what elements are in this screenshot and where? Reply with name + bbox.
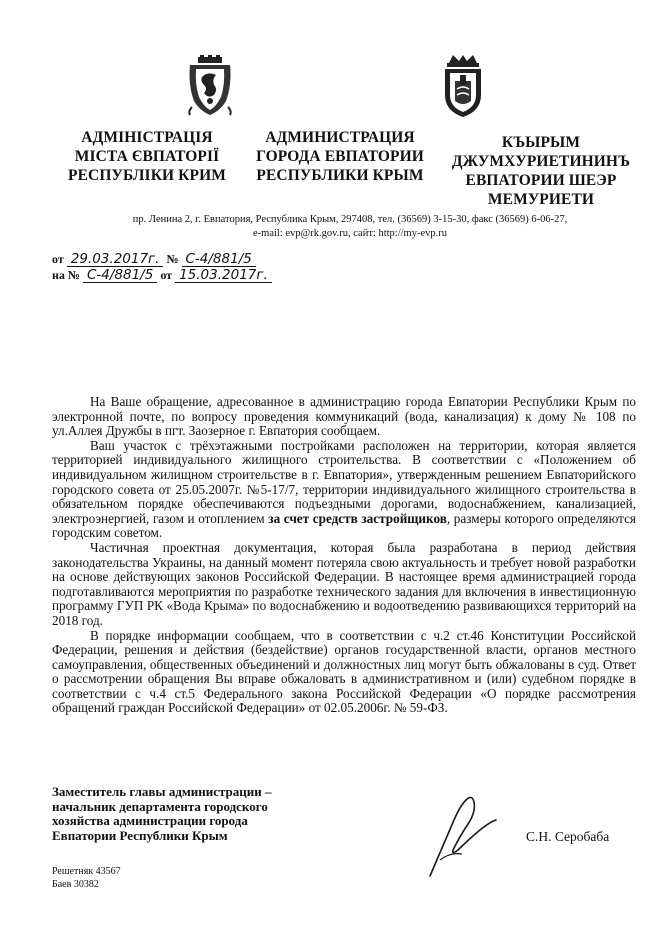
header-line: МІСТА ЄВПАТОРІЇ [74,148,220,165]
paragraph: Частичная проектная документация, которая была разработана в период действия законодательства Украины, на данный момент потеряла свою актуальность и требует новой разработки на основе действующих законов Российской Федерации. В настоящее время администрацией города подготавливаются мероприятия по разработке технического задания для включения в инвестиционную программу ГУП РК «Вода Крыма» по водоснабжению и водоотведению развивающихся территорий на 2018 год. [52,539,636,628]
paragraph-text: Ваш участок с трёхэтажными постройками расположен на территории, которая является территорией индивидуального жилищного строительства. В соответствии с «Положением об индивидуальном жилищном строительстве в г. Евпатория», утвержденным решением Евпаторийского городского совета от 25.05.2007г. №5-17/7, территории индивидуального жилищного строительства в обязательном порядке обеспечиваются подъездными дорогами, водоснабжением, канализацией, электроэнергией, газом и отоплением [52,437,636,526]
evpatoria-coat-of-arms-icon [441,55,485,119]
reply-from-label: от [160,268,173,282]
header-line: РЕСПУБЛИКИ КРЫМ [256,167,424,184]
header-line: ДЖУМХУРИЕТИНИНЪ [451,153,631,170]
address-line: e-mail: evp@rk.gov.ru, сайт: http://my-evp.ru [253,228,447,239]
header-line: АДМИНИСТРАЦИЯ [265,129,415,146]
executor-line: Решетняк 43567 [52,866,121,877]
from-label: от [52,252,64,266]
incoming-registration [52,268,272,283]
paragraph: В порядке информации сообщаем, что в соответствии с ч.2 ст.46 Конституции Российской Федерации, решения и действия (бездействие) органов государственной власти, органов местного самоуправления, общественных объединений и должностных лиц могут быть обжалованы в суд. Ответ о рассмотрении обращения Вы вправе обжаловать в административном и (или) судебном порядке в соответствии с ч.4 ст.5 Федерального закона Российской Федерации «О порядке рассмотрения обращений граждан Российской Федерации» от 02.05.2006г. № 59-ФЗ. [52,627,636,716]
paragraph: На Ваше обращение, адресованное в администрацию города Евпатории Республики Крым по электронной почте, по вопросу проведения коммуникаций (вода, канализация) к дому № 108 по ул.Аллея Дружбы в пгт. Заозерное г. Евпатория сообщаем. [52,394,636,439]
header-line: РЕСПУБЛІКИ КРИМ [68,167,226,184]
signature-icon [410,790,510,885]
signatory-title [52,785,272,843]
header-line: ГОРОДА ЕВПАТОРИИ [256,148,424,165]
paragraph-text: , размеры которого определяются городским советом. [52,510,636,541]
outgoing-date: 29.03.2017г. [67,253,164,267]
letter-body [52,395,636,716]
number-label: № [166,252,179,266]
header-crimean-tatar [446,133,636,209]
header-ukrainian [62,128,232,185]
header-line: МЕМУРИЕТИ [487,191,595,208]
emphasis-text: за счет средств застройщиков [268,510,447,526]
paragraph [52,439,636,541]
address-line: пр. Ленина 2, г. Евпатория, Республика Крым, 297408, тел. (36569) 3-15-30, факс (36569) 6-06-27, [132,214,568,225]
executors [52,865,121,891]
signatory-title-line: Евпатории Республики Крым [52,827,228,843]
incoming-number: С-4/881/5 [83,269,157,283]
contact-address [100,213,600,241]
signatory-title-line: начальник департамента городского [52,798,268,814]
signatory-name: С.Н. Серобаба [526,829,610,844]
executor-line: Баев 30382 [52,879,99,890]
header-line: АДМІНІСТРАЦІЯ [81,129,213,146]
signatory-title-line: Заместитель главы администрации – [52,784,272,799]
header-line: КЪЫРЫМ [501,134,581,151]
crimea-coat-of-arms-icon [188,55,232,117]
outgoing-registration [52,252,256,267]
outgoing-number: С-4/881/5 [182,253,256,267]
reply-label: на № [52,268,80,282]
header-line: ЕВПАТОРИИ ШЕЭР [465,172,617,189]
signatory-title-line: хозяйства администрации города [52,813,248,828]
incoming-date: 15.03.2017г. [175,269,272,283]
header-russian [250,128,430,185]
